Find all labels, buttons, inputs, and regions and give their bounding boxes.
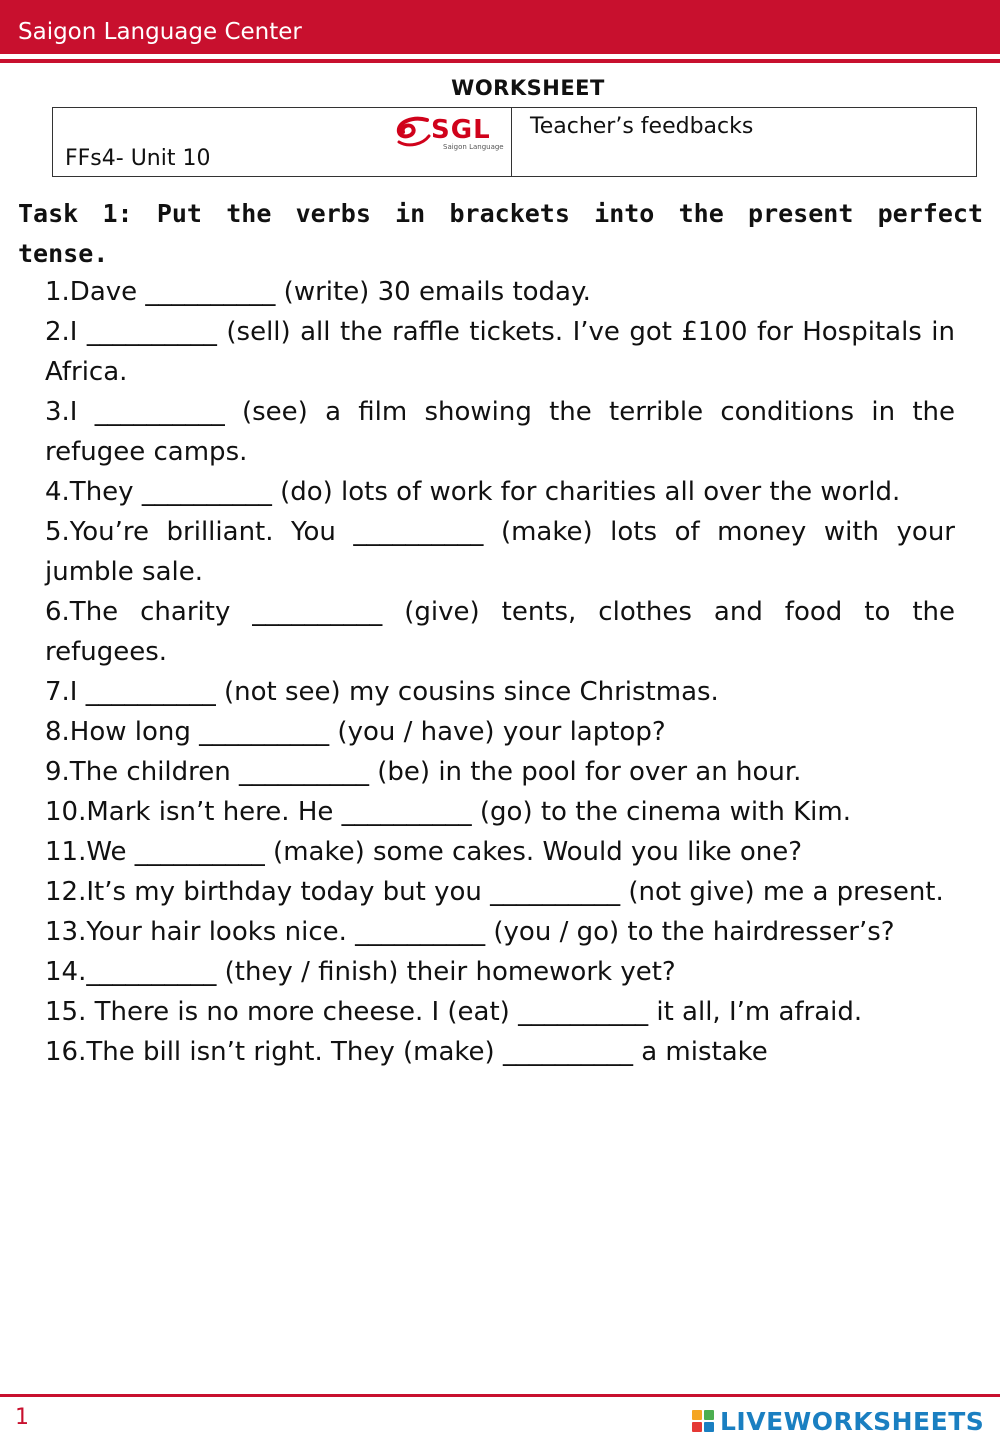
header-divider-line (0, 59, 1000, 63)
question-item: 7.I __________ (not see) my cousins since Christmas. (45, 677, 719, 707)
footer-divider-line (0, 1394, 1000, 1397)
question-item: 10.Mark isn’t here. He __________ (go) to the cinema with Kim. (45, 797, 851, 827)
brand-text: LIVEWORKSHEETS (720, 1406, 985, 1436)
info-box (52, 107, 977, 177)
question-list (45, 272, 955, 1072)
swoosh-icon (393, 114, 433, 150)
liveworksheets-logo-icon (692, 1410, 714, 1432)
question-item: 2.I __________ (sell) all the raffle tickets. I’ve got £100 for Hospitals in Africa. (45, 317, 955, 387)
unit-label: FFs4- Unit 10 (65, 146, 211, 171)
question-item: 4.They __________ (do) lots of work for charities all over the world. (45, 477, 901, 507)
logo-text: SGL (431, 115, 491, 145)
center-name: Saigon Language Center (18, 19, 302, 45)
sgl-logo (393, 114, 508, 152)
question-item: 3.I __________ (see) a film showing the terrible conditions in the refugee camps. (45, 397, 955, 467)
feedback-label: Teacher’s feedbacks (530, 114, 754, 139)
info-box-divider (511, 108, 512, 176)
question-item: 6.The charity __________ (give) tents, clothes and food to the refugees. (45, 597, 955, 667)
question-item: 11.We __________ (make) some cakes. Would you like one? (45, 837, 803, 867)
header-bar (0, 0, 1000, 54)
page-number: 1 (15, 1405, 29, 1430)
worksheet-title: WORKSHEET (451, 76, 605, 100)
task-title (18, 194, 983, 274)
task-title-line1: Task 1: Put the verbs in brackets into the present perfect (18, 199, 983, 228)
question-item: 13.Your hair looks nice. __________ (you / go) to the hairdresser’s? (45, 917, 895, 947)
question-item: 9.The children __________ (be) in the pool for over an hour. (45, 757, 802, 787)
question-item: 15. There is no more cheese. I (eat) __________ it all, I’m afraid. (45, 997, 863, 1027)
task-title-line2: tense. (18, 239, 109, 268)
question-item: 12.It’s my birthday today but you __________ (not give) me a present. (45, 877, 944, 907)
logo-subtext: Saigon Language (443, 143, 504, 151)
liveworksheets-brand (692, 1404, 984, 1438)
question-item: 16.The bill isn’t right. They (make) __________ a mistake (45, 1037, 768, 1067)
question-item: 8.How long __________ (you / have) your laptop? (45, 717, 666, 747)
question-item: 1.Dave __________ (write) 30 emails today. (45, 277, 591, 307)
question-item: 5.You’re brilliant. You __________ (make) lots of money with your jumble sale. (45, 517, 955, 587)
question-item: 14.__________ (they / finish) their homework yet? (45, 957, 676, 987)
